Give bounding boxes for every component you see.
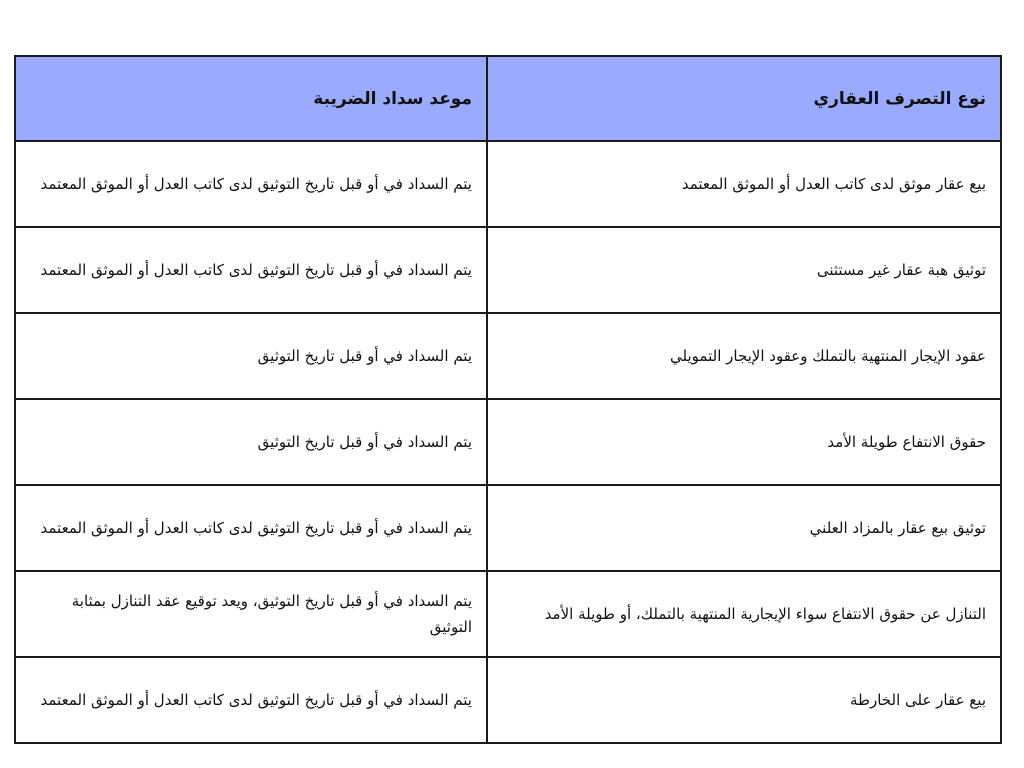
table-row <box>15 141 1001 227</box>
cell-transaction-type: بيع عقار موثق لدى كاتب العدل أو الموثق المعتمد <box>487 141 1001 227</box>
cell-transaction-type: توثيق بيع عقار بالمزاد العلني <box>487 485 1001 571</box>
table-row <box>15 227 1001 313</box>
cell-payment-deadline: يتم السداد في أو قبل تاريخ التوثيق <box>15 313 487 399</box>
tax-payment-table <box>14 55 1002 744</box>
cell-transaction-type: حقوق الانتفاع طويلة الأمد <box>487 399 1001 485</box>
cell-payment-deadline: يتم السداد في أو قبل تاريخ التوثيق لدى كاتب العدل أو الموثق المعتمد <box>15 485 487 571</box>
cell-transaction-type: التنازل عن حقوق الانتفاع سواء الإيجارية المنتهية بالتملك، أو طويلة الأمد <box>487 571 1001 657</box>
cell-payment-deadline: يتم السداد في أو قبل تاريخ التوثيق لدى كاتب العدل أو الموثق المعتمد <box>15 141 487 227</box>
cell-transaction-type: عقود الإيجار المنتهية بالتملك وعقود الإيجار التمويلي <box>487 313 1001 399</box>
cell-transaction-type: توثيق هبة عقار غير مستثنى <box>487 227 1001 313</box>
header-payment-deadline: موعد سداد الضريبة <box>15 56 487 141</box>
header-transaction-type: نوع التصرف العقاري <box>487 56 1001 141</box>
cell-transaction-type: بيع عقار على الخارطة <box>487 657 1001 743</box>
table-header-row <box>15 56 1001 141</box>
table-row <box>15 399 1001 485</box>
cell-payment-deadline: يتم السداد في أو قبل تاريخ التوثيق لدى كاتب العدل أو الموثق المعتمد <box>15 227 487 313</box>
cell-payment-deadline: يتم السداد في أو قبل تاريخ التوثيق لدى كاتب العدل أو الموثق المعتمد <box>15 657 487 743</box>
table-row <box>15 485 1001 571</box>
cell-payment-deadline: يتم السداد في أو قبل تاريخ التوثيق، ويعد توقيع عقد التنازل بمثابة التوثيق <box>15 571 487 657</box>
table-row <box>15 657 1001 743</box>
table-row <box>15 313 1001 399</box>
cell-payment-deadline: يتم السداد في أو قبل تاريخ التوثيق <box>15 399 487 485</box>
table-row <box>15 571 1001 657</box>
